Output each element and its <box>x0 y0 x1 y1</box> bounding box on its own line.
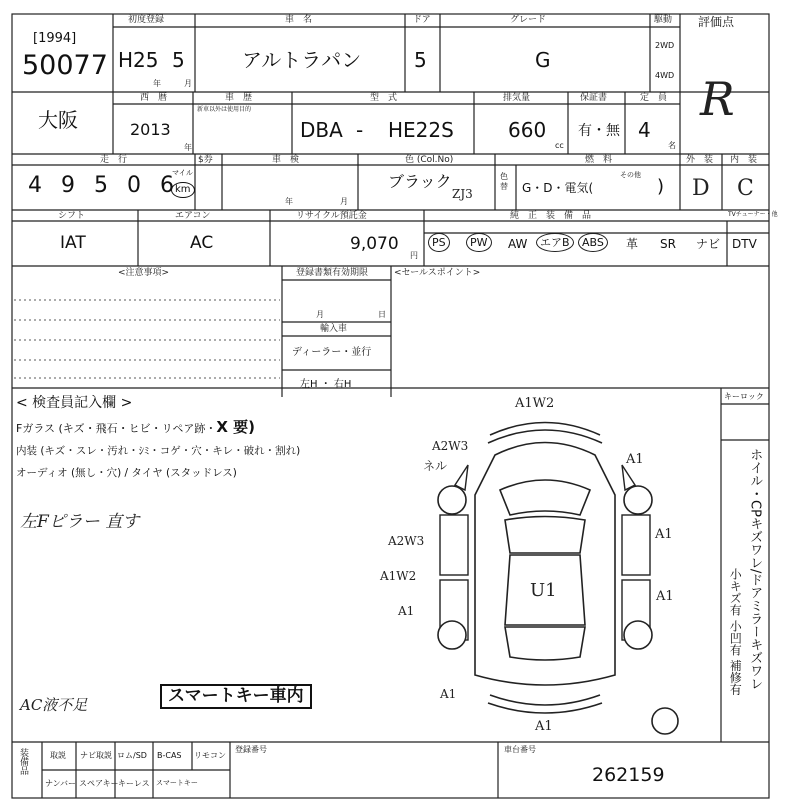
mileage-digit: 0 <box>127 173 141 198</box>
warranty-label: 保証書 <box>580 93 608 103</box>
drive-label: 駆動 <box>654 15 673 25</box>
year-unit: 年 <box>153 79 161 88</box>
rating-value: R <box>700 72 735 126</box>
fuel-label: 燃 料 <box>585 155 613 165</box>
door-count: 5 <box>414 48 427 72</box>
drive-2wd: 2WD <box>655 41 675 50</box>
equipment-airbag: エアB <box>536 233 574 252</box>
tax-label: $券 <box>198 155 213 165</box>
side-vertical-text-1: ホイル・CPキズワレ/ドアミラーキズワレ <box>747 448 763 691</box>
color-label: 色 (Col.No) <box>405 155 454 165</box>
mileage-digit: 9 <box>61 173 75 198</box>
model-label: 型 式 <box>370 93 398 103</box>
displacement-value: 660 <box>508 118 547 142</box>
equipment-navi: ナビ <box>696 237 721 251</box>
lot-number: 50077 <box>22 50 108 81</box>
glass-line <box>16 420 255 435</box>
chassis-label: 車台番号 <box>504 745 536 754</box>
inspection-year-unit: 年 <box>285 197 293 206</box>
handwritten-note-pillar: 左Fピラー 直す <box>20 512 140 532</box>
footer-item: ナビ取説 <box>80 751 112 760</box>
reg-month: 月 <box>316 310 324 319</box>
inspection-label: 車 検 <box>272 155 300 165</box>
yen-unit: 円 <box>410 251 418 260</box>
fuel-color-label: 色替 <box>500 172 508 192</box>
diagram-label-right-top: A1 <box>626 452 644 467</box>
mileage-digit: 6 <box>160 173 174 198</box>
inspector-title: < 検査員記入欄 > <box>16 395 133 411</box>
glass-mark: X 要) <box>216 418 256 436</box>
mileage-digit: 4 <box>28 173 42 198</box>
mileage-digits <box>28 175 182 197</box>
recycle-amount: 9,070 <box>350 234 399 254</box>
mileage-unit-km: km <box>171 182 195 198</box>
reg-day: 日 <box>378 310 386 319</box>
audio-line: オーディオ (無し・穴) / タイヤ (スタッドレス) <box>16 467 237 479</box>
equipment-ps: PS <box>428 233 450 252</box>
equipment-pw: PW <box>466 233 492 252</box>
footer-item: スペアキー <box>79 779 119 788</box>
interior-value: C <box>737 176 754 201</box>
fuel-other: その他 <box>620 171 641 179</box>
mileage-unit-mile: マイル <box>172 169 193 177</box>
color-value: ブラック <box>388 172 452 191</box>
sales-point-label: <セールスポイント> <box>394 268 481 278</box>
handwritten-note-ac: AC液不足 <box>20 696 88 714</box>
cc-unit: cc <box>555 141 564 150</box>
exterior-value: D <box>692 176 710 201</box>
equipment-sr: SR <box>660 237 676 251</box>
warranty-value: 有・無 <box>578 123 620 139</box>
shaheki-note: 新車以外は使用目的 <box>197 106 252 113</box>
location: 大阪 <box>38 108 78 132</box>
equipment-abs: ABS <box>578 233 608 252</box>
fuel-close-paren: ) <box>657 176 665 197</box>
equipment-leather: 革 <box>626 237 639 251</box>
mileage-digit: 5 <box>94 173 108 198</box>
year-code: [1994] <box>33 31 77 46</box>
interior-line: 内装 (キズ・スレ・汚れ・ｼﾐ・コゲ・穴・キレ・破れ・割れ) <box>16 445 301 457</box>
recycle-label: リサイクル預託金 <box>296 211 367 221</box>
displacement-label: 排気量 <box>503 93 531 103</box>
reg-number-label: 登録番号 <box>235 745 267 754</box>
drive-4wd: 4WD <box>655 71 675 80</box>
diagram-label-right-lower: A1 <box>656 589 674 604</box>
import-label: 輸入車 <box>320 324 348 334</box>
seireki-label: 西 暦 <box>140 93 168 103</box>
exterior-label: 外 装 <box>686 155 714 165</box>
handle-options: 左H ・ 右H <box>300 379 352 390</box>
diagram-label-right-mid: A1 <box>655 527 673 542</box>
diagram-label-top: A1W2 <box>515 396 555 411</box>
month-unit: 月 <box>184 79 192 88</box>
reg-doc-label: 登録書類有効期限 <box>296 268 369 278</box>
key-lock-label: キーロック <box>724 392 764 401</box>
fuel-options: G・D・電気( <box>522 181 594 195</box>
seireki-value: 2013 <box>130 120 171 139</box>
diagram-label-left-mid-1: A2W3 <box>388 534 425 548</box>
tuner-label: TVチューナー・他 <box>728 211 778 218</box>
color-code: ZJ3 <box>452 187 473 201</box>
glass-line-text: Fガラス (キズ・飛石・ヒビ・リペア跡・ <box>16 422 217 435</box>
chassis-number: 262159 <box>592 764 665 786</box>
diagram-label-left-upper-1: A2W3 <box>432 439 469 453</box>
footer-row-label: 装備品 <box>18 748 28 775</box>
diagram-label-left-mid-2: A1W2 <box>380 569 417 583</box>
diagram-label-bottom-left: A1 <box>440 687 457 701</box>
aircon-label: エアコン <box>175 211 211 221</box>
aircon-value: AC <box>190 233 214 253</box>
diagram-label-left-upper-2: ネル <box>423 459 448 473</box>
footer-item: ナンバー <box>45 779 77 788</box>
diagram-label-bottom: A1 <box>535 719 553 734</box>
footer-item: 取説 <box>50 751 66 760</box>
grade-label: グレード <box>510 15 547 25</box>
footer-item: スマートキー <box>156 779 198 787</box>
model-prefix: DBA <box>300 118 343 142</box>
first-reg-era: H25 <box>118 48 159 72</box>
capacity-value: 4 <box>638 118 651 142</box>
car-name: アルトラパン <box>242 48 362 72</box>
first-reg-month: 5 <box>172 48 185 72</box>
first-reg-label: 初度登録 <box>128 15 165 25</box>
diagram-label-center: U1 <box>530 580 557 601</box>
door-label: ドア <box>413 15 431 25</box>
side-vertical-text-2: 小キズ有 小凹有 補修有 <box>728 568 743 696</box>
caution-label: <注意事項> <box>118 268 170 278</box>
model-dash: - <box>356 118 364 142</box>
shift-value: IAT <box>60 233 86 253</box>
footer-item: ロム/SD <box>117 751 147 760</box>
grade-value: G <box>535 48 551 72</box>
rating-label: 評価点 <box>698 15 735 29</box>
footer-item: B-CAS <box>157 751 182 760</box>
equipment-label: 純 正 装 備 品 <box>510 211 592 221</box>
equipment-aw: AW <box>508 237 528 251</box>
shaheki-label: 車 歴 <box>225 93 253 103</box>
capacity-label: 定 員 <box>640 93 668 103</box>
seireki-year-unit: 年 <box>184 143 192 152</box>
model-code: HE22S <box>388 118 454 142</box>
footer-item: キーレス <box>118 779 150 788</box>
mileage-label: 走 行 <box>100 155 128 165</box>
shift-label: シフト <box>58 211 86 221</box>
car-name-label: 車 名 <box>285 15 313 25</box>
smart-key-note: スマートキー車内 <box>160 684 312 709</box>
person-unit: 名 <box>668 141 676 150</box>
diagram-label-left-lower: A1 <box>398 604 415 618</box>
interior-label: 内 装 <box>730 155 758 165</box>
import-options: ディーラー・並行 <box>292 347 372 358</box>
equipment-dtv: DTV <box>732 237 757 251</box>
footer-item: リモコン <box>194 751 226 760</box>
inspection-month-unit: 月 <box>340 197 348 206</box>
